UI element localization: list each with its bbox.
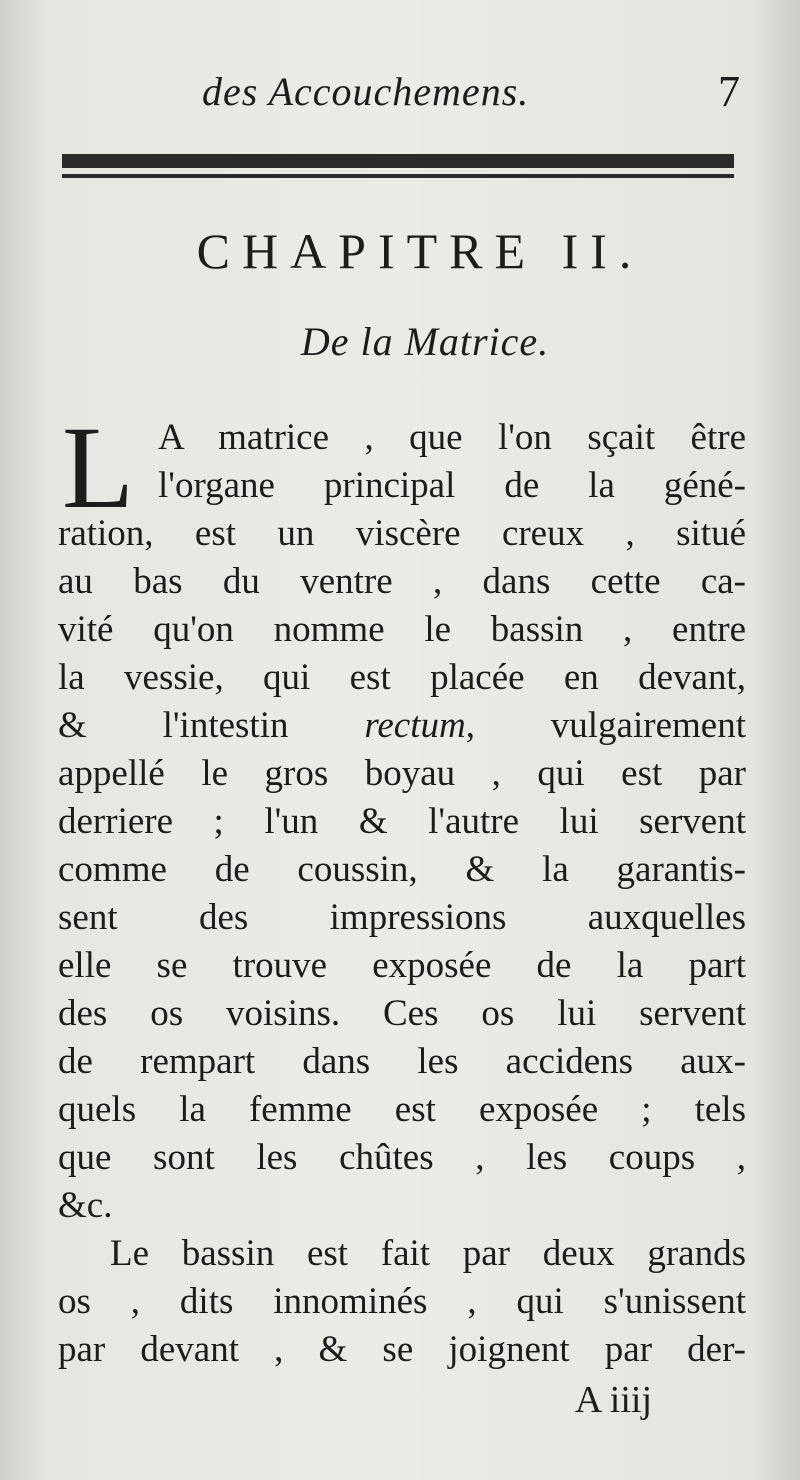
page-number: 7	[718, 67, 740, 116]
drop-cap: L	[62, 402, 135, 533]
italic-term: rectum	[364, 705, 466, 746]
text-line: A matrice , que l'on sçait être	[158, 417, 746, 458]
text-line: elle se trouve exposée de la part	[58, 945, 746, 986]
text-line: os , dits innominés , qui s'unissent	[58, 1281, 746, 1322]
text-line: comme de coussin, & la garantis-	[58, 849, 746, 890]
section-title: De la Matrice.	[300, 319, 550, 364]
text-line: sent des impressions auxquelles	[58, 897, 746, 938]
text-line: derriere ; l'un & l'autre lui servent	[58, 801, 746, 842]
text-line: au bas du ventre , dans cette ca-	[58, 561, 746, 602]
text-line: vité qu'on nomme le bassin , entre	[58, 609, 746, 650]
signature-mark: A iiij	[574, 1379, 652, 1421]
body-text	[58, 402, 746, 1374]
text-fragment: , vulgairement	[465, 705, 746, 746]
text-line: par devant , & se joignent par der-	[58, 1329, 746, 1370]
text-line: appellé le gros boyau , qui est par	[58, 753, 746, 794]
text-line: &c.	[58, 1185, 113, 1226]
running-head	[60, 62, 750, 122]
header-rule-thin	[62, 174, 734, 178]
text-line: que sont les chûtes , les coups ,	[58, 1137, 746, 1178]
text-line: ration, est un viscère creux , situé	[58, 513, 746, 554]
header-rule-thick	[62, 154, 734, 168]
text-line: quels la femme est exposée ; tels	[58, 1089, 746, 1130]
text-line: la vessie, qui est placée en devant,	[58, 657, 746, 698]
text-line: Le bassin est fait par deux grands	[110, 1233, 746, 1274]
chapter-title: CHAPITRE II.	[196, 223, 644, 279]
text-line	[58, 702, 746, 750]
text-fragment: & l'intestin	[58, 705, 365, 746]
header-rule	[62, 154, 734, 184]
text-line: l'organe principal de la géné-	[158, 465, 746, 506]
text-line: des os voisins. Ces os lui servent	[58, 993, 746, 1034]
text-line: de rempart dans les accidens aux-	[58, 1041, 746, 1082]
running-title: des Accouchemens.	[202, 69, 530, 114]
